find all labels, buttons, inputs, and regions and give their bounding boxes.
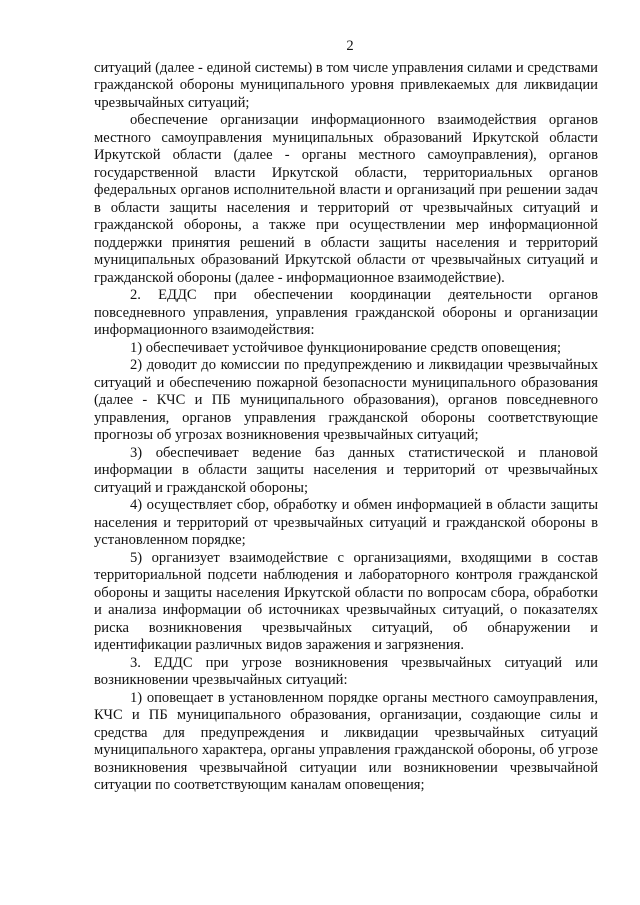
paragraph-item-2-5: 5) организует взаимодействие с организациями, входящими в состав территориальной подсети наблюдения и лабораторного контроля гражданской обороны и защиты населения Иркутской области по вопросам сбора, обработки и анализа информации об источниках чрезвычайных ситуаций, о показателях риска возникновения чрезвычайных ситуаций, об обнаружении и идентификации различных видов заражения и загрязнения. [94, 549, 598, 653]
paragraph-section-2: 2. ЕДДС при обеспечении координации деятельности органов повседневного управления, управления гражданской обороны и организации информационного взаимодействия: [94, 287, 598, 338]
paragraph-section-3: 3. ЕДДС при угрозе возникновения чрезвычайных ситуаций или возникновении чрезвычайных ситуаций: [94, 654, 598, 688]
paragraph-continuation: ситуаций (далее - единой системы) в том числе управления силами и средствами гражданской обороны муниципального уровня привлекаемых для ликвидации чрезвычайных ситуаций; [94, 59, 598, 111]
paragraph-item-2-3: 3) обеспечивает ведение баз данных статистической и плановой информации в области защиты населения и территорий от чрезвычайных ситуаций и гражданской обороны; [94, 444, 598, 496]
page-number: 2 [346, 38, 354, 54]
paragraph-info-interaction: обеспечение организации информационного взаимодействия органов местного самоуправления муниципальных образований Иркутской области Иркутской области (далее - органы местного самоуправления), органов государственной власти Иркутской области, территориальных органов федеральных органов исполнительной власти и организаций при решении задач в области защиты населения и территорий от чрезвычайных ситуаций и гражданской обороны, а также при осуществлении мер информационной поддержки принятия решений в области защиты населения и территорий муниципальных образований Иркутской области от чрезвычайных ситуаций и гражданской обороны (далее - информационное взаимодействие). [94, 112, 598, 286]
paragraph-item-2-4: 4) осуществляет сбор, обработку и обмен информацией в области защиты населения и территорий от чрезвычайных ситуаций и гражданской обороны в установленном порядке; [94, 497, 598, 548]
paragraph-item-2-1: 1) обеспечивает устойчивое функционирование средств оповещения; [130, 339, 562, 356]
paragraph-item-3-1: 1) оповещает в установленном порядке органы местного самоуправления, КЧС и ПБ муниципального образования, организации, создающие силы и средства для предупреждения и ликвидации чрезвычайных ситуаций муниципального характера, органы управления гражданской обороны, об угрозе возникновения чрезвычайной ситуации или возникновении чрезвычайной ситуации по соответствующим каналам оповещения; [94, 689, 598, 793]
paragraph-item-2-2: 2) доводит до комиссии по предупреждению и ликвидации чрезвычайных ситуаций и обеспечению пожарной безопасности муниципального образования (далее - КЧС и ПБ муниципального образования), органов повседневного управления, органов управления гражданской обороны соответствующие прогнозы об угрозах возникновения чрезвычайных ситуаций; [94, 357, 598, 443]
